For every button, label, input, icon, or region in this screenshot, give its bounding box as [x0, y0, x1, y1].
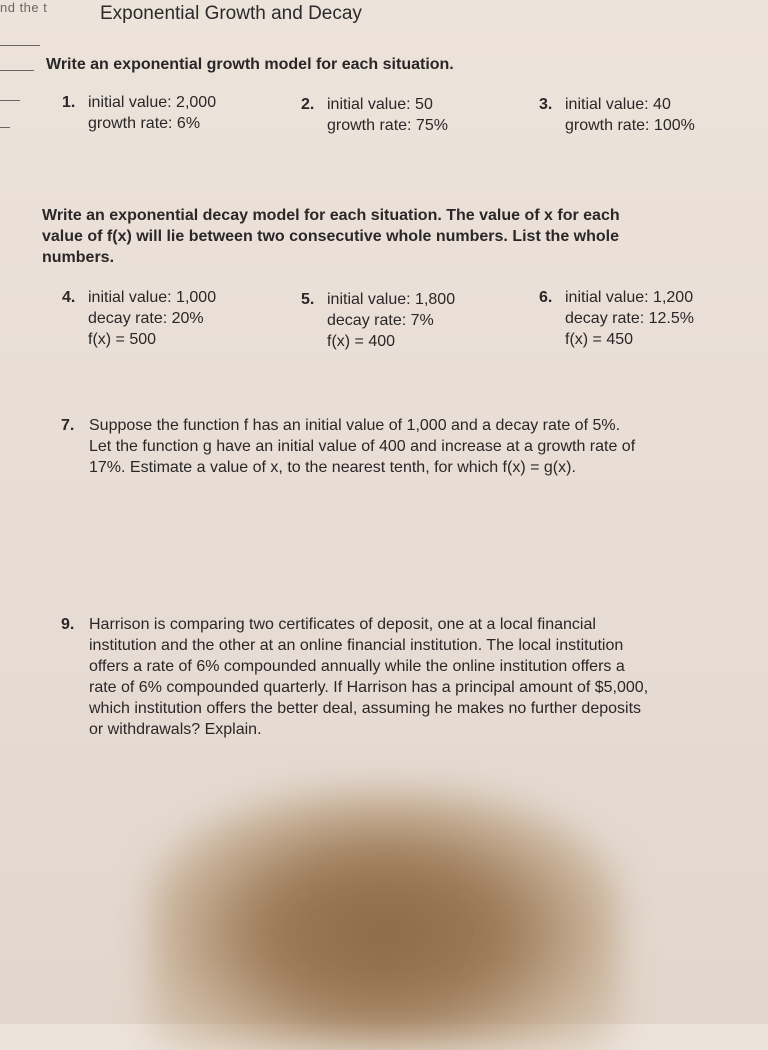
problem-4 [62, 287, 216, 350]
problem-9-line-2: institution and the other at an online financial institution. The local institution [89, 637, 624, 654]
growth-rate: growth rate: 75% [327, 117, 448, 134]
problem-3 [539, 94, 695, 136]
problem-9-line-5: which institution offers the better deal, assuming he makes no further deposits [89, 700, 642, 717]
problem-9-line-4: rate of 6% compounded quarterly. If Harrison has a principal amount of $5,000, [89, 679, 649, 696]
decay-heading-line-3: numbers. [42, 249, 115, 266]
problem-number: 7. [61, 417, 75, 434]
answer-blank [0, 45, 40, 46]
margin-note: nd the t [0, 0, 48, 15]
finger-shadow [150, 790, 620, 1050]
decay-rate: decay rate: 20% [88, 310, 204, 327]
decay-rate: decay rate: 7% [327, 312, 434, 329]
initial-value: initial value: 2,000 [88, 94, 217, 111]
problem-number: 1. [62, 94, 76, 111]
decay-heading-line-2: value of f(x) will lie between two consecutive whole numbers. List the whole [42, 228, 619, 245]
answer-blank [0, 127, 10, 128]
function-value: f(x) = 400 [327, 333, 396, 350]
problem-9-line-1: Harrison is comparing two certificates of deposit, one at a local financial [89, 616, 596, 633]
problem-7-line-1: Suppose the function f has an initial value of 1,000 and a decay rate of 5%. [89, 417, 621, 434]
initial-value: initial value: 1,200 [565, 289, 694, 306]
problem-number: 5. [301, 291, 315, 308]
problem-9-line-3: offers a rate of 6% compounded annually while the online institution offers a [89, 658, 625, 675]
problem-9-line-6: or withdrawals? Explain. [89, 721, 262, 738]
problem-5 [301, 289, 455, 352]
decay-heading-line-1: Write an exponential decay model for each situation. The value of x for each [42, 207, 620, 224]
problem-number: 6. [539, 289, 553, 306]
page-title: Exponential Growth and Decay [100, 3, 362, 24]
growth-rate: growth rate: 6% [88, 115, 201, 132]
growth-section-heading: Write an exponential growth model for each situation. [46, 56, 454, 73]
problem-1 [62, 92, 216, 134]
problem-6 [539, 287, 694, 350]
problem-2 [301, 94, 448, 136]
problem-number: 9. [61, 616, 75, 633]
function-value: f(x) = 500 [88, 331, 157, 348]
problem-number: 4. [62, 289, 76, 306]
problem-number: 3. [539, 96, 553, 113]
problem-number: 2. [301, 96, 315, 113]
answer-blank [0, 70, 34, 71]
problem-9 [61, 614, 751, 740]
decay-rate: decay rate: 12.5% [565, 310, 694, 327]
problem-7 [61, 415, 741, 478]
initial-value: initial value: 40 [565, 96, 671, 113]
answer-blank [0, 100, 20, 101]
decay-section-heading [42, 205, 620, 268]
initial-value: initial value: 1,000 [88, 289, 217, 306]
initial-value: initial value: 50 [327, 96, 433, 113]
function-value: f(x) = 450 [565, 331, 634, 348]
problem-7-line-3: 17%. Estimate a value of x, to the nearest tenth, for which f(x) = g(x). [89, 459, 576, 476]
growth-rate: growth rate: 100% [565, 117, 695, 134]
problem-7-line-2: Let the function g have an initial value of 400 and increase at a growth rate of [89, 438, 636, 455]
initial-value: initial value: 1,800 [327, 291, 456, 308]
